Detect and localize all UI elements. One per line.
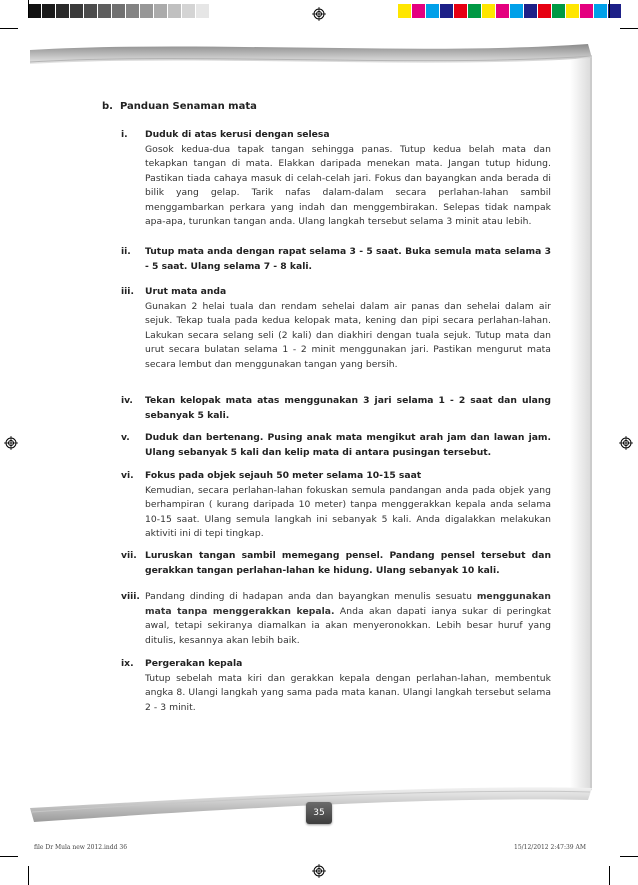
list-item — [121, 394, 551, 423]
item-description-part: Anda akan dapati ianya sukar di peringkat awal, tetapi sekiranya diamalkan ia akan menyeronokkan. Lebih besar huruf yang ditulis, kesannya akan lebih baik. — [145, 605, 551, 646]
item-title: Fokus pada objek sejauh 50 meter selama 10-15 saat — [145, 470, 422, 481]
footer-file-name: file Dr Mula new 2012.indd 36 — [34, 844, 128, 851]
item-number: iii. — [121, 286, 134, 297]
section-title: Panduan Senaman mata — [120, 101, 257, 112]
list-item — [121, 657, 551, 715]
list-item — [121, 128, 551, 230]
item-title: Pergerakan kepala — [145, 658, 243, 669]
item-title: Tekan kelopak mata atas menggunakan 3 jari selama 1 - 2 saat dan ulang sebanyak 5 kali. — [145, 395, 551, 421]
item-title: Duduk dan bertenang. Pusing anak mata mengikut arah jam dan lawan jam. Ulang sebanyak 5 kali dan kelip mata di antara pusingan tersebut. — [145, 432, 551, 458]
list-item — [121, 469, 551, 542]
item-number: iv. — [121, 395, 133, 406]
list-item — [121, 590, 551, 648]
item-title: Urut mata anda — [145, 286, 227, 297]
item-description: Kemudian, secara perlahan-lahan fokuskan semula pandangan anda pada objek yang berhampiran ( kurang daripada 10 meter) tanpa menggerakkan kepala anda selama 10-15 saat. Ulang semula langkah ini sebanyak 5 kali. Anda digalakkan melakukan aktiviti ini di tepi tingkap. — [145, 484, 551, 539]
item-number: ix. — [121, 658, 134, 669]
item-number: v. — [121, 432, 130, 443]
item-title: Tutup mata anda dengan rapat selama 3 - 5 saat. Buka semula mata selama 3 - 5 saat. Ulang selama 7 - 8 kali. — [145, 246, 551, 272]
list-item — [121, 245, 551, 274]
item-number: vi. — [121, 470, 134, 481]
list-item — [121, 285, 551, 372]
item-description-bold: menggunakan mata tanpa menggerakkan kepala. — [145, 591, 551, 617]
list-item — [121, 431, 551, 460]
footer-timestamp: 15/12/2012 2:47:39 AM — [514, 844, 587, 851]
item-description: Tutup sebelah mata kiri dan gerakkan kepala dengan perlahan-lahan, membentuk angka 8. Ulangi langkah yang sama pada mata kanan. Ulangi langkah tersebut selama 2 - 3 minit. — [145, 672, 551, 713]
list-item — [121, 549, 551, 578]
item-title: Duduk di atas kerusi dengan selesa — [145, 129, 330, 140]
item-number: ii. — [121, 246, 131, 257]
page-number-badge: 35 — [306, 802, 332, 824]
section-heading — [102, 101, 257, 112]
section-letter: b. — [102, 101, 113, 112]
item-number: vii. — [121, 550, 137, 561]
item-description — [145, 590, 551, 648]
item-number: viii. — [121, 591, 140, 602]
item-description: Gosok kedua-dua tapak tangan sehingga panas. Tutup kedua belah mata dan tekapkan tangan di mata. Elakkan daripada menekan mata. Jangan tutup hidung. Pastikan tiada cahaya masuk di celah-celah jari. Fokus dan bayangkan anda berada di bilik yang gelap. Tarik nafas dalam-dalam secara perlahan-lahan sambil menggambarkan perkara yang indah dan menggembirakan. Selepas tidak nampak apa-apa, turunkan tangan anda. Ulang langkah tersebut selama 3 minit atau lebih. — [145, 143, 551, 227]
item-title: Luruskan tangan sambil memegang pensel. Pandang pensel tersebut dan gerakkan tangan perlahan-lahan ke hidung. Ulang sebanyak 10 kali. — [145, 550, 551, 576]
item-number: i. — [121, 129, 128, 140]
item-description-part: Pandang dinding di hadapan anda dan bayangkan menulis sesuatu — [145, 591, 477, 602]
item-description: Gunakan 2 helai tuala dan rendam sehelai dalam air panas dan sehelai dalam air sejuk. Tekap tuala pada kedua kelopak mata, kening dan pipi secara perlahan-lahan. Lakukan secara selang seli (2 kali) dan diakhiri dengan tuala sejuk. Tutup mata dan urut secara bulatan selama 1 - 2 minit menggunakan jari. Pastikan mengurut mata secara lembut dan menggunakan tangan yang bersih. — [145, 300, 551, 370]
